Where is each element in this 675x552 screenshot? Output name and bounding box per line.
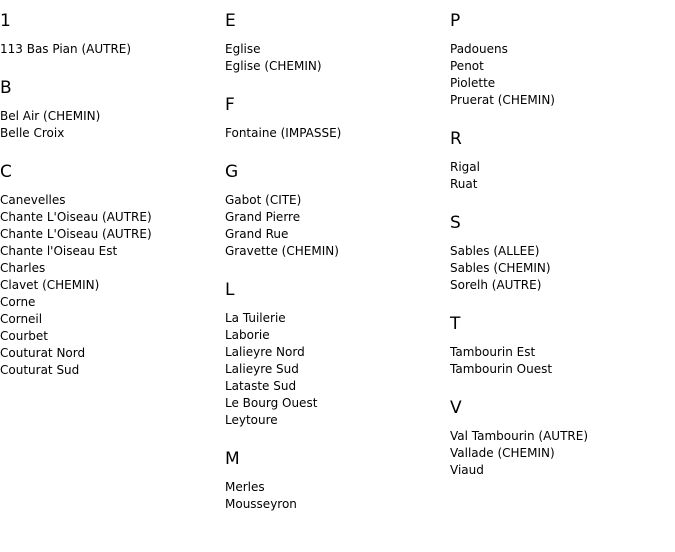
street-link[interactable]: Merles xyxy=(225,480,265,494)
group-letter-heading: L xyxy=(225,280,235,300)
street-list xyxy=(450,344,670,378)
street-link[interactable]: Chante L'Oiseau (AUTRE) xyxy=(0,210,152,224)
street-link[interactable]: Couturat Sud xyxy=(0,363,80,377)
street-link[interactable]: Viaud xyxy=(450,463,484,477)
street-index-column-2 xyxy=(225,0,445,513)
street-list xyxy=(450,41,670,109)
street-link[interactable]: Chante L'Oiseau (AUTRE) xyxy=(0,227,152,241)
street-link[interactable]: Lataste Sud xyxy=(225,379,297,393)
street-link[interactable]: Bel Air (CHEMIN) xyxy=(0,109,101,123)
street-link[interactable]: Penot xyxy=(450,59,484,73)
letter-group xyxy=(225,280,445,429)
street-link[interactable]: Mousseyron xyxy=(225,497,297,511)
street-link[interactable]: Padouens xyxy=(450,42,508,56)
group-letter-heading: M xyxy=(225,449,240,469)
street-link[interactable]: Eglise xyxy=(225,42,261,56)
street-link[interactable]: Grand Rue xyxy=(225,227,289,241)
street-link[interactable]: La Tuilerie xyxy=(225,311,286,325)
group-letter-heading: R xyxy=(450,129,462,149)
letter-group xyxy=(0,11,220,58)
street-link[interactable]: 113 Bas Pian (AUTRE) xyxy=(0,42,132,56)
street-link[interactable]: Eglise (CHEMIN) xyxy=(225,59,322,73)
letter-group xyxy=(225,95,445,142)
street-link[interactable]: Val Tambourin (AUTRE) xyxy=(450,429,589,443)
street-list xyxy=(0,192,220,379)
street-link[interactable]: Fontaine (IMPASSE) xyxy=(225,126,342,140)
street-link[interactable]: Tambourin Est xyxy=(450,345,536,359)
group-letter-heading: C xyxy=(0,162,12,182)
street-link[interactable]: Le Bourg Ouest xyxy=(225,396,318,410)
group-letter-heading: B xyxy=(0,78,12,98)
street-list xyxy=(0,108,220,142)
letter-group xyxy=(0,162,220,379)
street-link[interactable]: Leytoure xyxy=(225,413,278,427)
street-list xyxy=(225,192,445,260)
street-link[interactable]: Chante l'Oiseau Est xyxy=(0,244,118,258)
group-letter-heading: G xyxy=(225,162,239,182)
street-link[interactable]: Piolette xyxy=(450,76,496,90)
letter-group xyxy=(450,129,670,193)
street-link[interactable]: Sables (ALLEE) xyxy=(450,244,540,258)
group-letter-heading: F xyxy=(225,95,235,115)
street-link[interactable]: Courbet xyxy=(0,329,48,343)
street-link[interactable]: Laborie xyxy=(225,328,270,342)
street-link[interactable]: Gravette (CHEMIN) xyxy=(225,244,339,258)
street-list xyxy=(225,125,445,142)
street-link[interactable]: Couturat Nord xyxy=(0,346,86,360)
street-link[interactable]: Vallade (CHEMIN) xyxy=(450,446,555,460)
street-link[interactable]: Canevelles xyxy=(0,193,66,207)
street-link[interactable]: Sables (CHEMIN) xyxy=(450,261,551,275)
street-list xyxy=(450,243,670,294)
group-letter-heading: S xyxy=(450,213,461,233)
group-letter-heading: T xyxy=(450,314,461,334)
street-link[interactable]: Lalieyre Sud xyxy=(225,362,299,376)
street-link[interactable]: Lalieyre Nord xyxy=(225,345,305,359)
street-list xyxy=(450,159,670,193)
street-link[interactable]: Corne xyxy=(0,295,36,309)
street-link[interactable]: Pruerat (CHEMIN) xyxy=(450,93,555,107)
street-link[interactable]: Clavet (CHEMIN) xyxy=(0,278,100,292)
group-letter-heading: 1 xyxy=(0,11,11,31)
street-list xyxy=(225,479,445,513)
letter-group xyxy=(450,314,670,378)
street-link[interactable]: Gabot (CITE) xyxy=(225,193,302,207)
group-letter-heading: P xyxy=(450,11,461,31)
street-list xyxy=(225,41,445,75)
street-link[interactable]: Rigal xyxy=(450,160,480,174)
street-list xyxy=(450,428,670,479)
letter-group xyxy=(450,398,670,479)
letter-group xyxy=(450,213,670,294)
group-letter-heading: E xyxy=(225,11,236,31)
street-list xyxy=(225,310,445,429)
street-link[interactable]: Corneil xyxy=(0,312,43,326)
street-link[interactable]: Belle Croix xyxy=(0,126,65,140)
street-link[interactable]: Ruat xyxy=(450,177,478,191)
letter-group xyxy=(225,449,445,513)
letter-group xyxy=(225,11,445,75)
letter-group xyxy=(225,162,445,260)
letter-group xyxy=(0,78,220,142)
street-link[interactable]: Sorelh (AUTRE) xyxy=(450,278,542,292)
group-letter-heading: V xyxy=(450,398,462,418)
letter-group xyxy=(450,11,670,109)
street-index-column-1 xyxy=(0,0,220,379)
street-list xyxy=(0,41,220,58)
street-link[interactable]: Grand Pierre xyxy=(225,210,301,224)
street-link[interactable]: Charles xyxy=(0,261,46,275)
street-index-column-3 xyxy=(450,0,670,479)
street-link[interactable]: Tambourin Ouest xyxy=(450,362,553,376)
